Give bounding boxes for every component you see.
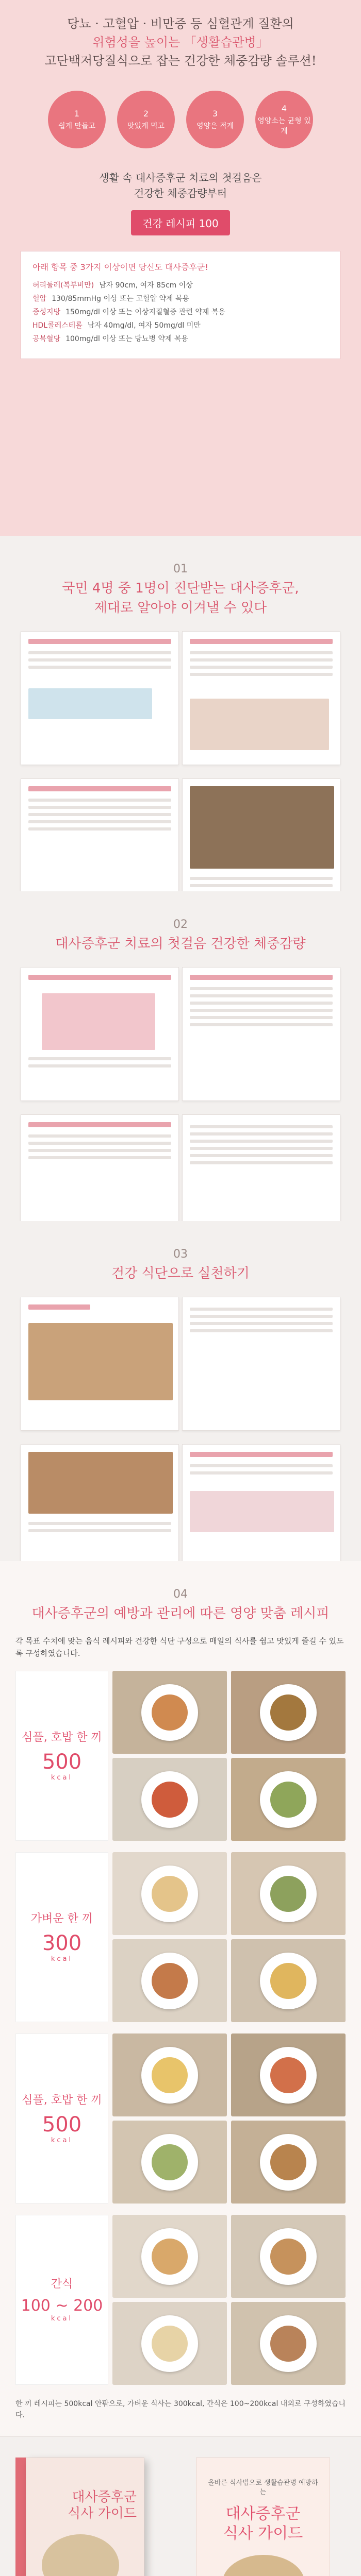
section-01 [0, 536, 361, 891]
feature-label: 쉽게 만들고 [58, 122, 96, 130]
book-cover-food-image [42, 2534, 119, 2576]
book-spread [21, 631, 340, 765]
meal-kcal-unit: kcal [51, 1773, 73, 1782]
food-photo [231, 1671, 346, 1754]
meal-block [15, 2033, 346, 2204]
hero-subtitle-2: 건강한 체중감량부터 [134, 187, 227, 199]
feature-number: 1 [74, 108, 80, 118]
meal-title: 심플, 호밥 한 끼 [22, 2093, 102, 2107]
meal-title: 가벼운 한 끼 [30, 1912, 93, 1925]
section-heading-line-2: 제대로 알아야 이겨낼 수 있다 [94, 600, 267, 616]
food-photo [231, 2215, 346, 2298]
food-photo [112, 2121, 227, 2204]
food-photo [112, 2033, 227, 2116]
feature-label: 영양은 적게 [196, 122, 234, 130]
section-number: 02 [173, 918, 188, 931]
hero-subtitle-1: 생활 속 대사증후군 치료의 첫걸음은 [99, 172, 262, 184]
meal-title: 간식 [51, 2278, 73, 2291]
food-photo [231, 2033, 346, 2116]
meal-kcal-unit: kcal [51, 2136, 73, 2144]
book-page [182, 631, 340, 765]
criteria-row [32, 332, 329, 346]
meal-block [15, 1671, 346, 1841]
section-heading: 건강 식단으로 실천하기 [111, 1266, 250, 1281]
meal-kcal-value: 100 ~ 200 [21, 2297, 103, 2315]
section-heading [0, 579, 361, 618]
hero-line-2: 위험성을 높이는 「생활습관병」 [92, 35, 269, 49]
recipe-badge: 건강 레시피 100 [131, 210, 230, 235]
feature-label: 영양소는 균형 있게 [257, 116, 311, 135]
criteria-row [32, 319, 329, 332]
book-flat-title [196, 2504, 330, 2544]
food-photo [231, 1852, 346, 1935]
section-heading-line-1: 국민 4명 중 1명이 진단받는 대사증후군, [62, 581, 299, 596]
book-spread [21, 1297, 340, 1431]
feature-label: 맛있게 먹고 [127, 122, 165, 130]
meal-label [15, 2033, 108, 2204]
meal-kcal-unit: kcal [51, 1955, 73, 1963]
food-photo [231, 1939, 346, 2022]
section-03 [0, 1221, 361, 1561]
section-number: 04 [173, 1588, 188, 1601]
book-page [182, 1297, 340, 1431]
meal-kcal-unit: kcal [51, 2315, 73, 2323]
feature-circle-2 [117, 91, 175, 148]
food-photo [112, 2215, 227, 2298]
food-photo [112, 1852, 227, 1935]
book-page [21, 1297, 179, 1431]
meal-label [15, 1671, 108, 1841]
meal-photos [112, 2033, 346, 2204]
hero-line-3: 고단백저당질식으로 잡는 건강한 체중감량 솔루션! [44, 54, 317, 68]
hero-line-1: 당뇨 · 고혈압 · 비만증 등 심혈관계 질환의 [67, 16, 294, 31]
meal-label [15, 1852, 108, 2022]
book-flat-food-image [222, 2555, 305, 2576]
criteria-title: 아래 항목 중 3가지 이상이면 당신도 대사증후군! [32, 262, 208, 272]
food-photo [231, 1758, 346, 1841]
book-page [21, 1444, 179, 1578]
criteria-key: 중성지방 [32, 308, 61, 316]
meal-label [15, 2215, 108, 2385]
meal-kcal-value: 500 [42, 2112, 82, 2137]
meal-block [15, 2215, 346, 2385]
section-heading: 대사증후군의 예방과 관리에 따른 영양 맞춤 레시피 [31, 1606, 330, 1621]
criteria-box [21, 251, 340, 359]
food-photo [112, 2302, 227, 2385]
section-04 [0, 1561, 361, 2436]
section-number: 03 [173, 1248, 188, 1261]
feature-number: 4 [281, 103, 287, 113]
food-photo [231, 2302, 346, 2385]
book-spread [21, 967, 340, 1101]
book-page [21, 631, 179, 765]
feature-circle-4 [255, 91, 313, 148]
book-page [182, 967, 340, 1101]
meal-title: 심플, 호밥 한 끼 [22, 1731, 102, 1744]
meal-kcal-value: 500 [42, 1750, 82, 1774]
criteria-key: 혈압 [32, 295, 47, 303]
criteria-key: 공복혈당 [32, 335, 61, 343]
book-page [182, 1444, 340, 1578]
criteria-value: 남자 90cm, 여자 85cm 이상 [99, 281, 193, 290]
feature-circles [0, 91, 361, 148]
food-photo [112, 1939, 227, 2022]
section-heading: 대사증후군 치료의 첫걸음 건강한 체중감량 [55, 936, 306, 952]
criteria-value: 150mg/dl 이상 또는 이상지질혈증 관련 약제 복용 [65, 308, 225, 316]
criteria-value: 130/85mmHg 이상 또는 고혈압 약제 복용 [52, 295, 190, 303]
meal-photos [112, 2215, 346, 2385]
book-cover-3d [26, 2458, 144, 2576]
meal-block [15, 1852, 346, 2022]
hero-section [0, 0, 361, 536]
criteria-key: HDL콜레스테롤 [32, 321, 83, 330]
book-page [21, 967, 179, 1101]
feature-number: 3 [212, 108, 218, 118]
meal-photos [112, 1671, 346, 1841]
criteria-row [32, 279, 329, 292]
food-photo [231, 2121, 346, 2204]
feature-circle-3 [186, 91, 244, 148]
criteria-value: 남자 40mg/dl, 여자 50mg/dl 미만 [87, 321, 201, 330]
meal-kcal-value: 300 [42, 1931, 82, 1955]
section-intro: 각 목표 수치에 맞는 음식 레시피와 건강한 식단 구성으로 매일의 식사를 쉽고 맛있게 즐길 수 있도록 구성하였습니다. [15, 1636, 344, 1658]
criteria-key: 허리둘레(복부비만) [32, 281, 94, 290]
hero-subtitle [0, 170, 361, 201]
book-cover-title [68, 2489, 137, 2522]
book-flat-title-2: 식사 가이드 [223, 2524, 303, 2543]
criteria-row [32, 292, 329, 306]
criteria-value: 100mg/dl 이상 또는 당뇨병 약제 복용 [65, 335, 188, 343]
book-showcase [0, 2436, 361, 2576]
criteria-row [32, 306, 329, 319]
section-02 [0, 891, 361, 1221]
book-cover-title-1: 대사증후군 [72, 2489, 137, 2505]
feature-number: 2 [143, 108, 149, 118]
meal-photos [112, 1852, 346, 2022]
food-photo [112, 1758, 227, 1841]
feature-circle-1 [48, 91, 106, 148]
book-cover-title-2: 식사 가이드 [68, 2506, 137, 2521]
section-number: 01 [173, 563, 188, 575]
food-photo [112, 1671, 227, 1754]
book-spine [15, 2458, 26, 2576]
book-flat-subtitle: 올바른 식사법으로 생활습관병 예방하는 [208, 2479, 318, 2496]
book-cover-flat [196, 2458, 330, 2576]
book-spread [21, 1444, 340, 1578]
section-note: 한 끼 레시피는 500kcal 안팎으로, 가벼운 식사는 300kcal, 간식은 100~200kcal 내외로 구성하였습니다. [15, 2400, 346, 2419]
book-flat-title-1: 대사증후군 [225, 2505, 301, 2523]
